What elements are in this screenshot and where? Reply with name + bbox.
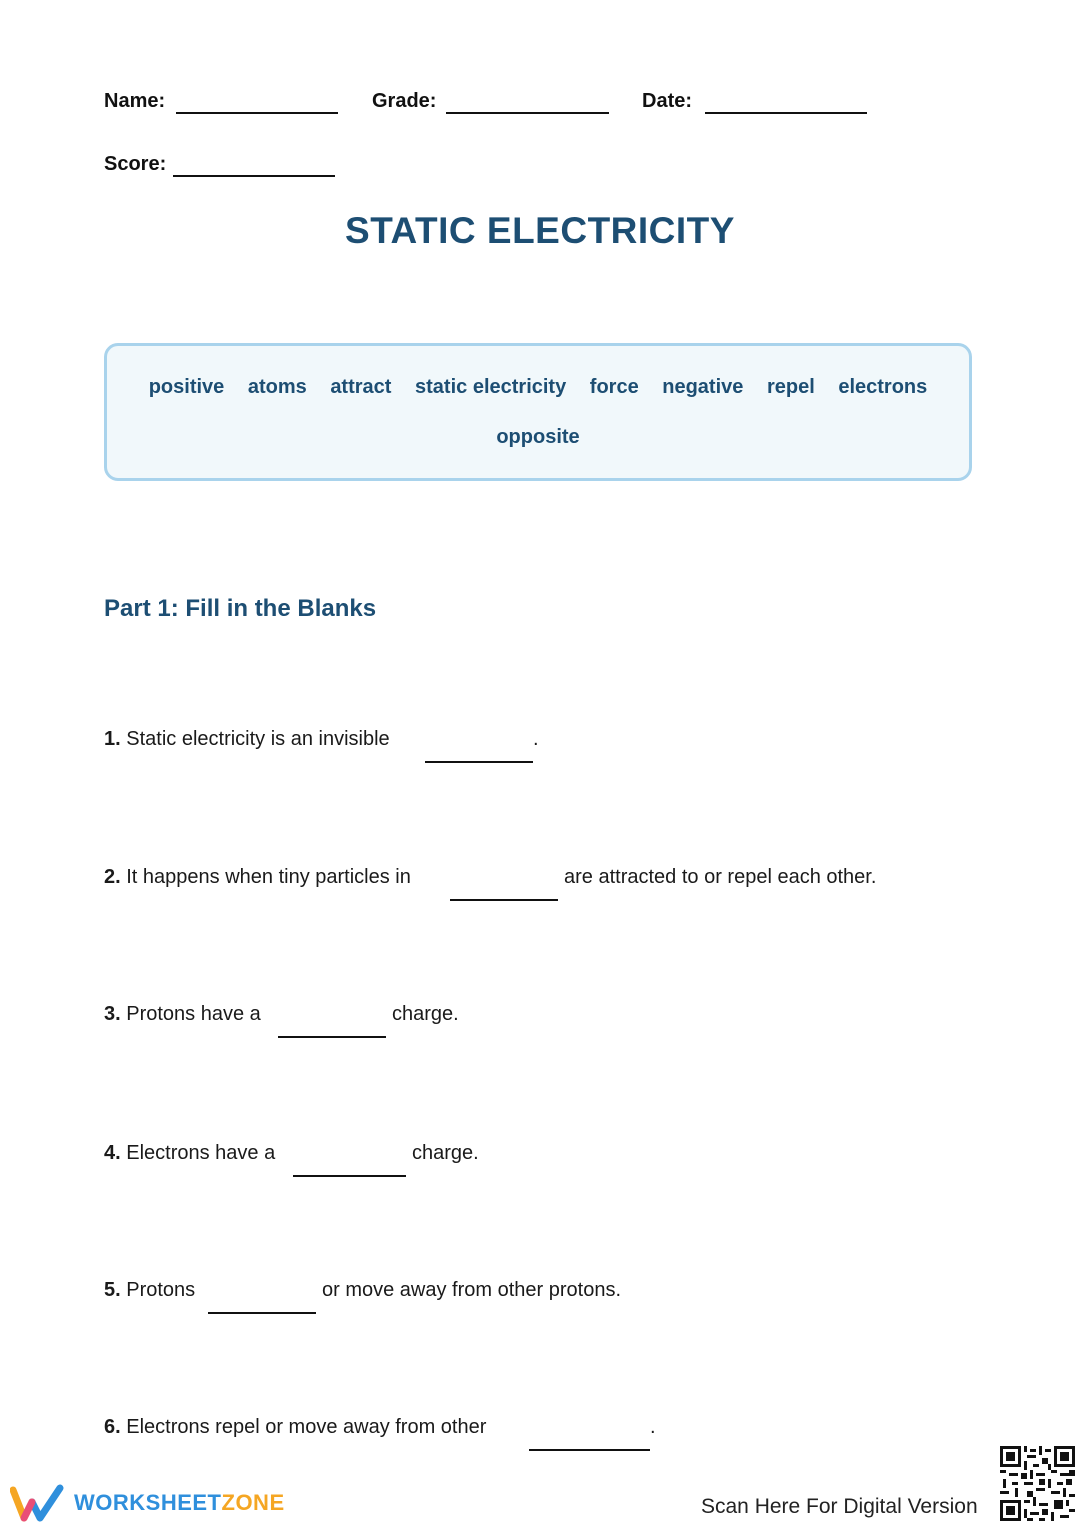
answer-blank-5[interactable] xyxy=(208,1312,316,1314)
question-1 xyxy=(104,728,390,751)
part-1-title: Part 1: Fill in the Blanks xyxy=(104,595,377,622)
answer-blank-6[interactable] xyxy=(529,1449,650,1451)
name-label: Name: xyxy=(104,90,166,112)
word-bank-item: force xyxy=(589,376,639,398)
word-bank-item: electrons xyxy=(838,376,928,398)
question-text-after: . xyxy=(650,1416,656,1438)
scan-text: Scan Here For Digital Version xyxy=(701,1495,978,1518)
grade-label: Grade: xyxy=(372,90,437,112)
word-bank-item: attract xyxy=(330,376,392,398)
answer-blank-4[interactable] xyxy=(293,1175,406,1177)
question-number: 2. xyxy=(104,866,121,888)
question-number: 5. xyxy=(104,1279,121,1301)
score-label: Score: xyxy=(104,153,167,175)
word-bank-item: negative xyxy=(662,376,744,398)
word-bank-item: atoms xyxy=(247,376,307,398)
question-text-after: charge. xyxy=(412,1142,479,1164)
qr-code-icon[interactable] xyxy=(1000,1446,1075,1521)
word-bank-item: repel xyxy=(766,376,815,398)
question-number: 4. xyxy=(104,1142,121,1164)
word-bank-item: positive xyxy=(148,376,225,398)
answer-blank-3[interactable] xyxy=(278,1036,386,1038)
question-text: Electrons have a xyxy=(126,1142,276,1164)
answer-blank-1[interactable] xyxy=(425,761,533,763)
page-title: STATIC ELECTRICITY xyxy=(345,210,735,251)
question-text-after: or move away from other protons. xyxy=(322,1279,622,1301)
question-3 xyxy=(104,1003,261,1026)
question-text-after: are attracted to or repel each other. xyxy=(564,866,877,888)
word-bank-item: static electricity xyxy=(415,376,567,398)
score-field[interactable] xyxy=(173,175,335,177)
word-bank-item: opposite xyxy=(496,426,580,448)
question-number: 3. xyxy=(104,1003,121,1025)
question-number: 1. xyxy=(104,728,121,750)
question-5 xyxy=(104,1279,195,1302)
question-text: Protons have a xyxy=(126,1003,261,1025)
worksheetzone-w-icon xyxy=(10,1484,66,1524)
question-4 xyxy=(104,1142,275,1165)
grade-field[interactable] xyxy=(446,112,609,114)
brand-logo-part2: ZONE xyxy=(221,1490,285,1515)
question-6 xyxy=(104,1416,486,1439)
date-field[interactable] xyxy=(705,112,867,114)
question-text-after: . xyxy=(533,728,539,750)
answer-blank-2[interactable] xyxy=(450,899,558,901)
date-label: Date: xyxy=(642,90,693,112)
question-text: Static electricity is an invisible xyxy=(126,728,390,750)
question-number: 6. xyxy=(104,1416,121,1438)
question-text: It happens when tiny particles in xyxy=(126,866,411,888)
word-bank xyxy=(104,343,972,481)
question-text: Protons xyxy=(126,1279,196,1301)
question-text: Electrons repel or move away from other xyxy=(126,1416,487,1438)
question-text-after: charge. xyxy=(392,1003,459,1025)
question-2 xyxy=(104,866,411,889)
brand-logo-text xyxy=(74,1490,285,1516)
brand-logo-part1: WORKSHEET xyxy=(74,1490,222,1515)
name-field[interactable] xyxy=(176,112,338,114)
